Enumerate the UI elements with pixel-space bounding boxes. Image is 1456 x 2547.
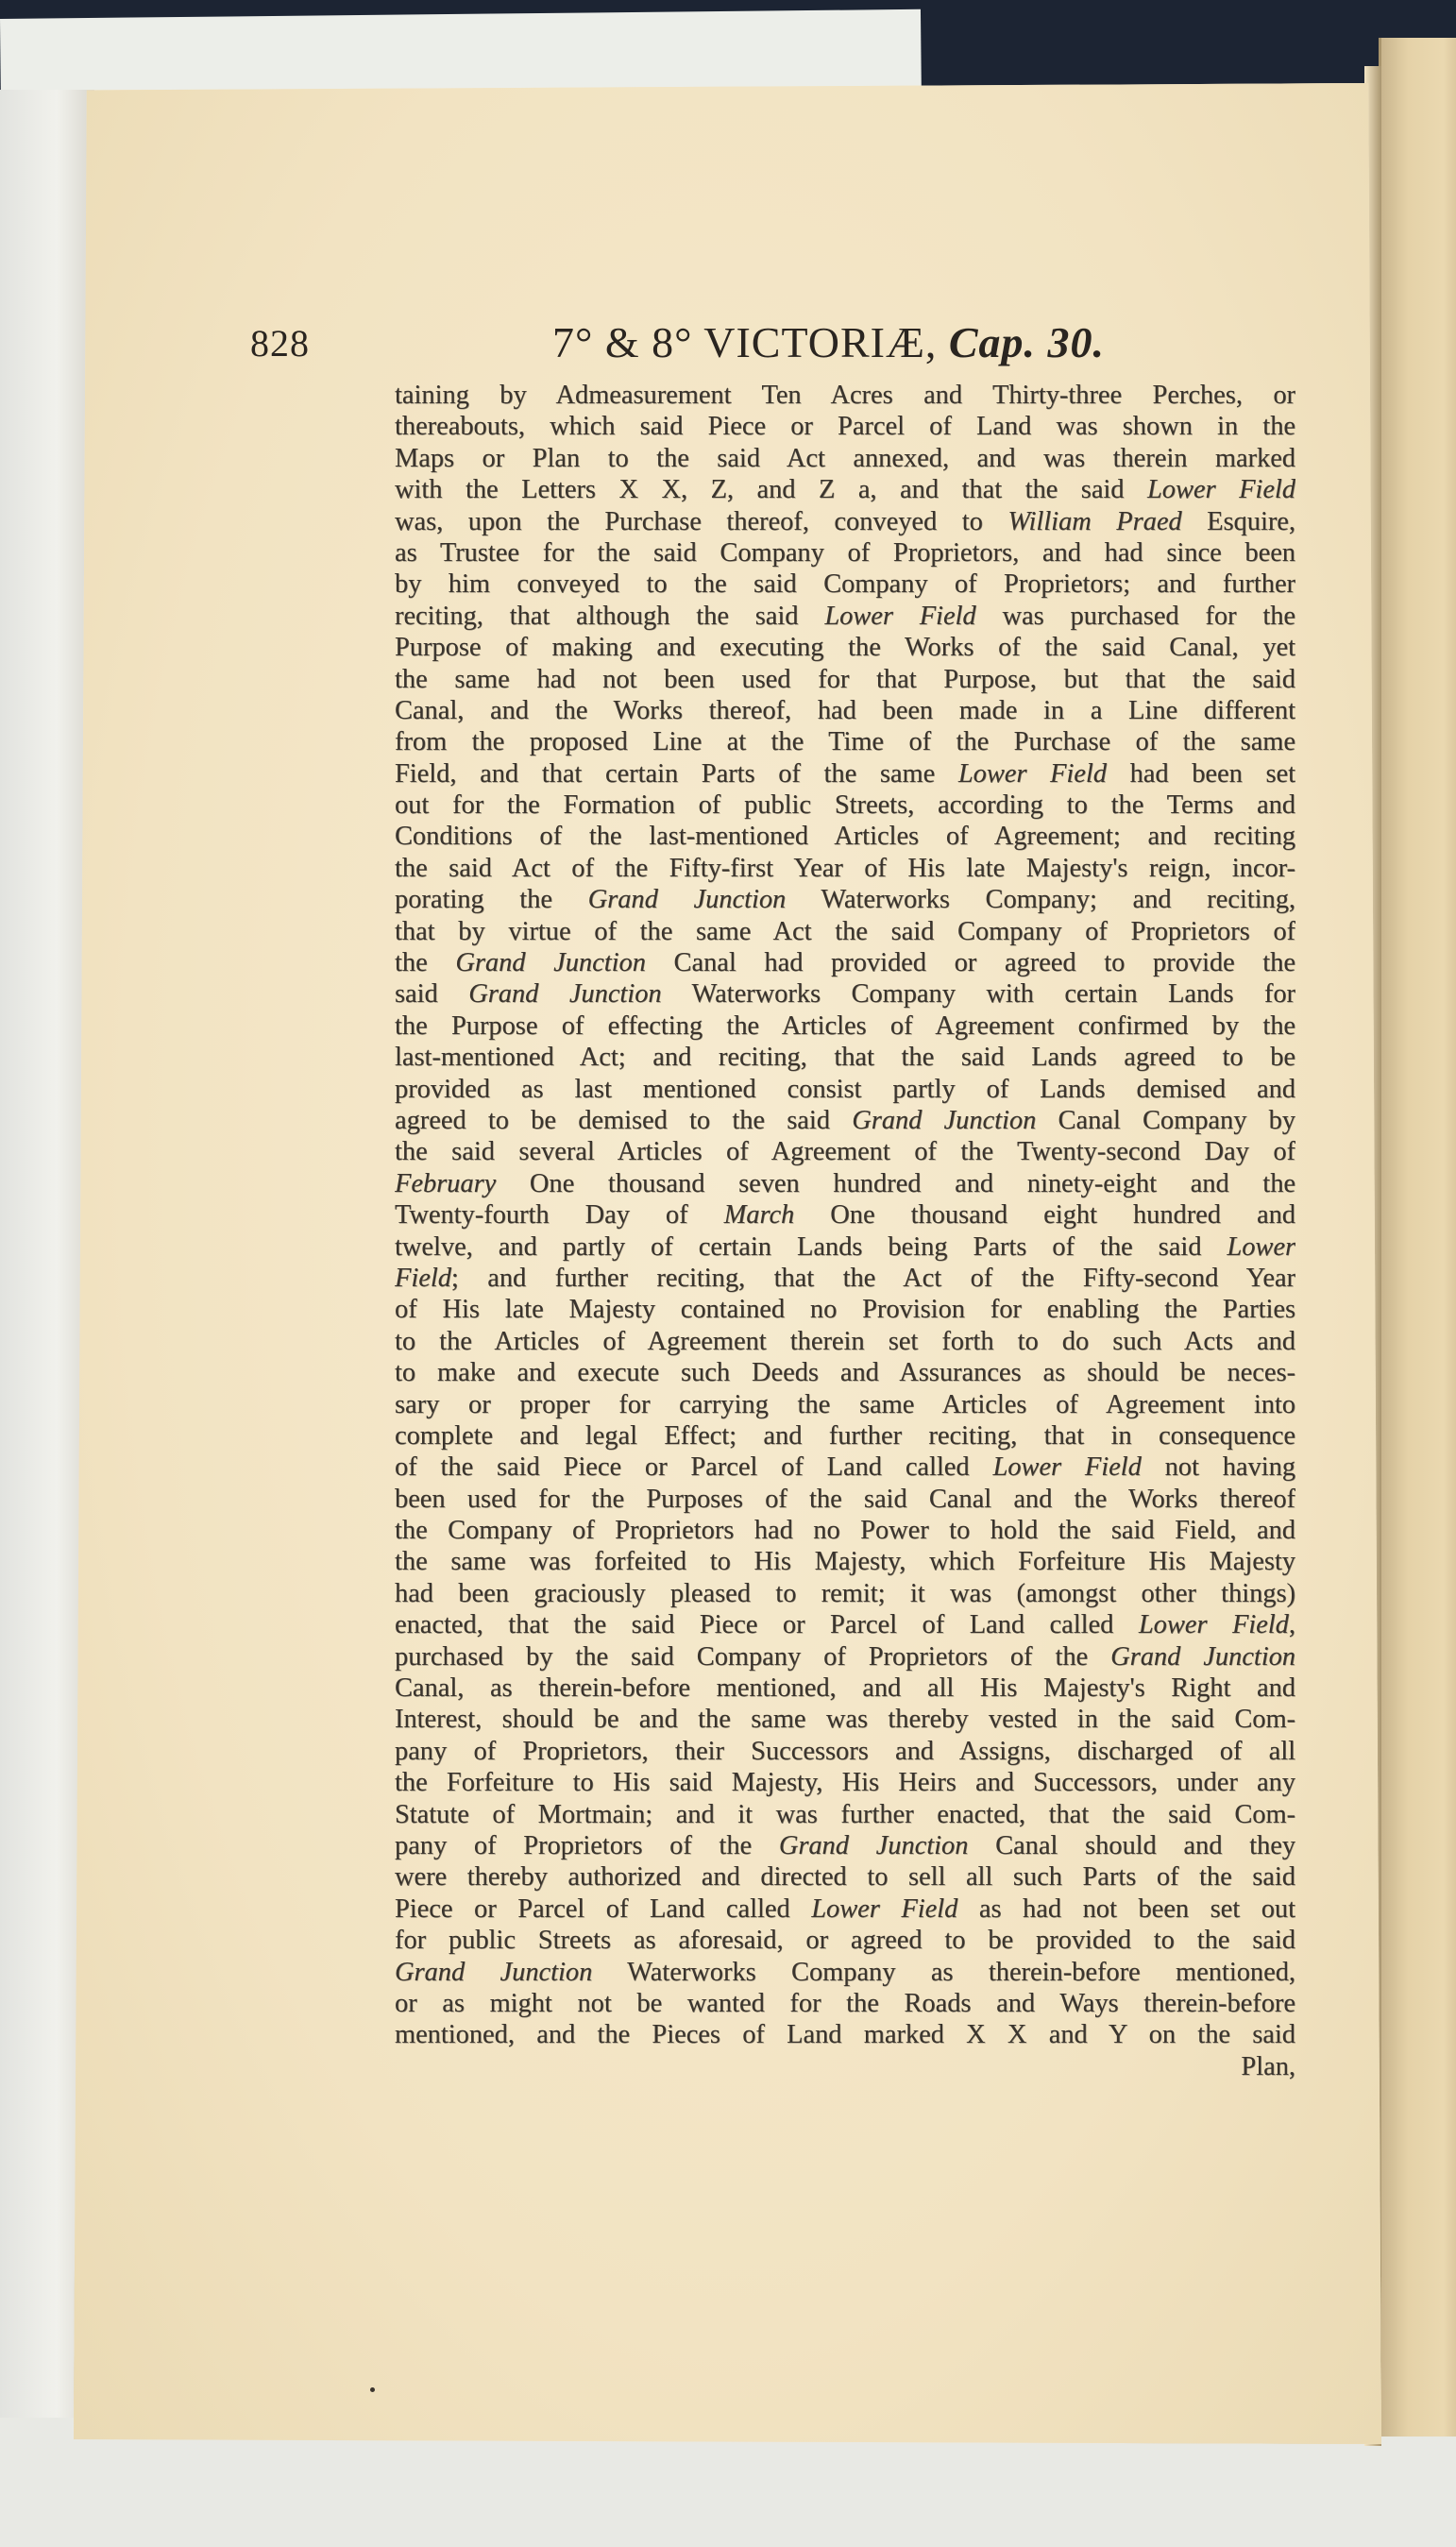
text-line: of His late Majesty contained no Provision for enabling the Parties	[395, 1295, 1295, 1325]
text-line: Conditions of the last-mentioned Articles of Agreement; and reciting	[395, 822, 1295, 852]
body-text	[395, 380, 1295, 2082]
text-line: by him conveyed to the said Company of Proprietors; and further	[395, 569, 1295, 600]
text-line: twelve, and partly of certain Lands being Parts of the said Lower	[395, 1231, 1295, 1262]
text-line: of the said Piece or Parcel of Land called Lower Field not having	[395, 1452, 1295, 1483]
text-line: porating the Grand Junction Waterworks Company; and reciting,	[395, 885, 1295, 915]
text-line: Canal, and the Works thereof, had been made in a Line different	[395, 695, 1295, 725]
text-line: enacted, that the said Piece or Parcel of Land called Lower Field,	[395, 1610, 1295, 1640]
text-line: the same was forfeited to His Majesty, which Forfeiture His Majesty	[395, 1547, 1295, 1577]
text-line: Statute of Mortmain; and it was further enacted, that the said Com-	[395, 1799, 1295, 1829]
text-line: that by virtue of the same Act the said Company of Proprietors of	[395, 916, 1295, 946]
running-head-chapter: Cap. 30.	[948, 318, 1106, 366]
running-head	[552, 317, 1105, 367]
text-line: Plan,	[1241, 2051, 1295, 2081]
text-line: pany of Proprietors, their Successors and Assigns, discharged of all	[395, 1736, 1295, 1766]
text-line: thereabouts, which said Piece or Parcel of Land was shown in the	[395, 412, 1295, 442]
text-line: to the Articles of Agreement therein set forth to do such Acts and	[395, 1326, 1295, 1356]
text-line: out for the Formation of public Streets, according to the Terms and	[395, 790, 1295, 821]
ink-speck	[370, 2387, 375, 2392]
running-head-title: 7° & 8° VICTORIÆ,	[552, 318, 938, 366]
text-line: the same had not been used for that Purpose, but that the said	[395, 664, 1295, 694]
text-line: purchased by the said Company of Proprietors of the Grand Junction	[395, 1641, 1295, 1672]
text-line: taining by Admeasurement Ten Acres and Thirty-three Perches, or	[395, 381, 1295, 410]
text-line: Twenty-fourth Day of March One thousand eight hundred and	[395, 1200, 1295, 1231]
text-line: Interest, should be and the same was thereby vested in the said Com-	[395, 1705, 1295, 1735]
text-line: Canal, as therein-before mentioned, and all His Majesty's Right and	[395, 1673, 1295, 1704]
text-line: mentioned, and the Pieces of Land marked X X and Y on the said	[395, 2020, 1295, 2050]
text-line: the Purpose of effecting the Articles of Agreement confirmed by the	[395, 1010, 1295, 1041]
text-line: agreed to be demised to the said Grand Junction Canal Company by	[395, 1105, 1295, 1135]
text-line: reciting, that although the said Lower Field was purchased for the	[395, 601, 1295, 631]
text-line: from the proposed Line at the Time of the Purchase of the same	[395, 727, 1295, 757]
text-line: Maps or Plan to the said Act annexed, and was therein marked	[395, 443, 1295, 473]
text-line: last-mentioned Act; and reciting, that the said Lands agreed to be	[395, 1043, 1295, 1073]
text-line: been used for the Purposes of the said Canal and the Works thereof	[395, 1484, 1295, 1514]
text-line: Field, and that certain Parts of the same Lower Field had been set	[395, 758, 1295, 789]
text-line: as Trustee for the said Company of Proprietors, and had since been	[395, 537, 1295, 568]
text-line: had been graciously pleased to remit; it was (amongst other things)	[395, 1578, 1295, 1608]
text-line: February One thousand seven hundred and ninety-eight and the	[395, 1168, 1295, 1198]
text-line: were thereby authorized and directed to sell all such Parts of the said	[395, 1862, 1295, 1893]
text-line: Purpose of making and executing the Works of the said Canal, yet	[395, 633, 1295, 663]
text-line: the Grand Junction Canal had provided or agreed to provide the	[395, 948, 1295, 978]
text-line: the Forfeiture to His said Majesty, His Heirs and Successors, under any	[395, 1768, 1295, 1798]
text-line: was, upon the Purchase thereof, conveyed to William Praed Esquire,	[395, 506, 1295, 536]
book-page-edges	[1379, 38, 1456, 2437]
text-line: for public Streets as aforesaid, or agreed to be provided to the said	[395, 1926, 1295, 1956]
text-line: complete and legal Effect; and further reciting, that in consequence	[395, 1420, 1295, 1451]
text-line: said Grand Junction Waterworks Company with certain Lands for	[395, 979, 1295, 1010]
text-line: the said several Articles of Agreement of the Twenty-second Day of	[395, 1137, 1295, 1167]
text-line: to make and execute such Deeds and Assurances as should be neces-	[395, 1358, 1295, 1388]
text-line: sary or proper for carrying the same Articles of Agreement into	[395, 1389, 1295, 1419]
text-line: Field; and further reciting, that the Act of the Fifty-second Year	[395, 1263, 1295, 1293]
page-number: 828	[250, 322, 310, 365]
text-line: Grand Junction Waterworks Company as therein-before mentioned,	[395, 1957, 1295, 1987]
text-line: Piece or Parcel of Land called Lower Field as had not been set out	[395, 1893, 1295, 1924]
text-line: pany of Proprietors of the Grand Junction Canal should and they	[395, 1830, 1295, 1860]
text-line: or as might not be wanted for the Roads and Ways therein-before	[395, 1988, 1295, 2018]
text-line: provided as last mentioned consist partly of Lands demised and	[395, 1074, 1295, 1104]
text-line: the Company of Proprietors had no Power to hold the said Field, and	[395, 1516, 1295, 1546]
text-line: the said Act of the Fifty-first Year of His late Majesty's reign, incor-	[395, 853, 1295, 883]
text-line: with the Letters X X, Z, and Z a, and that the said Lower Field	[395, 475, 1295, 505]
